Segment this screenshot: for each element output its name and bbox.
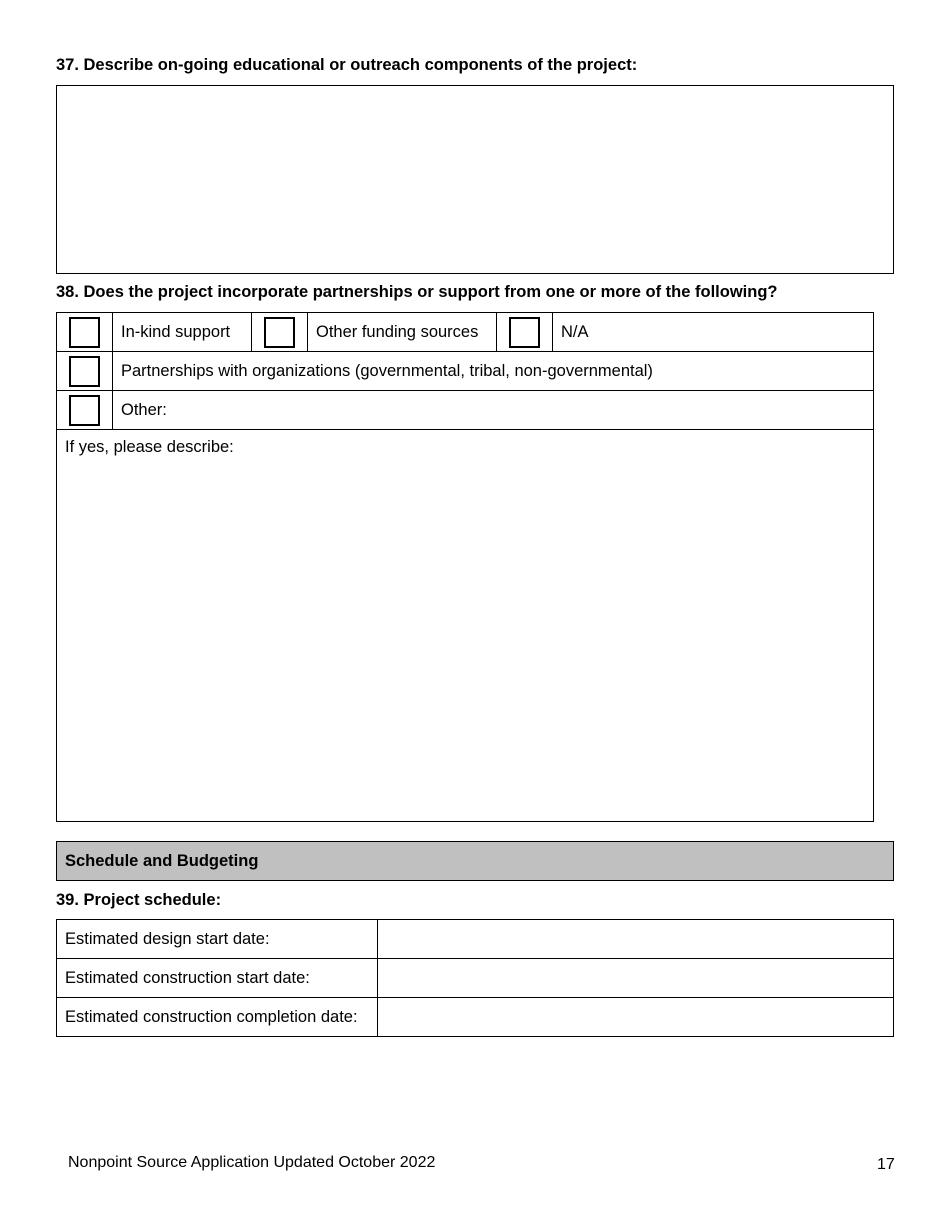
in-kind-support-checkbox[interactable] <box>69 317 100 348</box>
schedule-row <box>57 998 894 1037</box>
construction-start-label: Estimated construction start date: <box>57 959 378 998</box>
q37-response-field[interactable] <box>56 85 894 274</box>
q39-label: 39. Project schedule: <box>56 891 222 909</box>
schedule-row <box>57 959 894 998</box>
construction-completion-input[interactable] <box>378 998 894 1037</box>
q38-describe-label: If yes, please describe: <box>65 438 234 456</box>
other-checkbox[interactable] <box>69 395 100 426</box>
partnerships-label: Partnerships with organizations (governmental, tribal, non-governmental) <box>113 352 874 391</box>
na-checkbox[interactable] <box>509 317 540 348</box>
page-number: 17 <box>877 1156 895 1173</box>
project-schedule-table <box>56 919 894 1037</box>
other-funding-checkbox[interactable] <box>264 317 295 348</box>
schedule-row <box>57 920 894 959</box>
construction-completion-label: Estimated construction completion date: <box>57 998 378 1037</box>
q38-options-table <box>56 312 874 822</box>
q38-describe-field[interactable] <box>57 430 874 822</box>
in-kind-support-label: In-kind support <box>113 313 252 352</box>
design-start-input[interactable] <box>378 920 894 959</box>
other-label: Other: <box>113 391 874 430</box>
other-funding-label: Other funding sources <box>308 313 497 352</box>
schedule-budgeting-header: Schedule and Budgeting <box>56 841 894 881</box>
design-start-label: Estimated design start date: <box>57 920 378 959</box>
na-label: N/A <box>553 313 874 352</box>
q37-label: 37. Describe on-going educational or outreach components of the project: <box>56 56 638 74</box>
construction-start-input[interactable] <box>378 959 894 998</box>
q38-label: 38. Does the project incorporate partnerships or support from one or more of the following? <box>56 283 778 301</box>
footer-document-title: Nonpoint Source Application Updated October 2022 <box>68 1154 436 1171</box>
partnerships-checkbox[interactable] <box>69 356 100 387</box>
